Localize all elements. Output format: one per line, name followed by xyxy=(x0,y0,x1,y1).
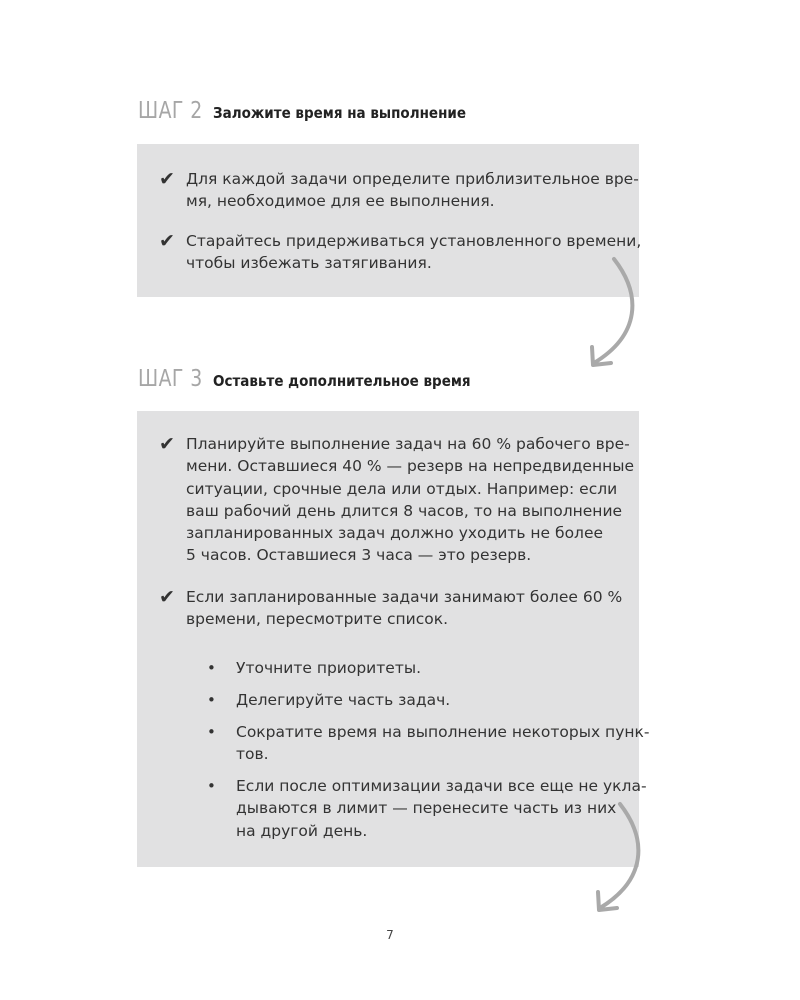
bullet-list-item: • Если после оптимизации задачи все еще не укла- дываются в лимит — перенесите часть из них на другой день. xyxy=(207,777,647,840)
bullet-icon: • xyxy=(207,723,216,741)
check-list-item xyxy=(159,433,634,567)
bullet-icon: • xyxy=(207,659,216,677)
curved-arrow-icon xyxy=(580,255,650,375)
step-3-box xyxy=(137,411,650,867)
bullet-list-item: • Делегируйте часть задач. xyxy=(207,691,451,709)
step-2-title: Заложите время на выполнение xyxy=(213,104,467,122)
check-item-text: Старайтесь придерживаться установленного времени, чтобы избежать затягивания. xyxy=(186,232,642,273)
step-2-label: ШАГ 2 xyxy=(138,98,203,124)
check-list-item xyxy=(159,586,623,631)
curved-arrow-icon xyxy=(586,800,656,920)
step-2-box xyxy=(137,144,642,297)
bullet-list-item: • Уточните приоритеты. xyxy=(207,659,422,677)
step-3-heading xyxy=(138,366,499,392)
step-3-label: ШАГ 3 xyxy=(138,366,203,392)
check-item-text: Планируйте выполнение задач на 60 % рабочего вре- мени. Оставшиеся 40 % — резерв на непредвиденные ситуации, срочные дела или отдых. Например: если ваш рабочий день длится 8 часов, то на выполнение запланированных задач должно уходить не более 5 часов. Оставшиеся 3 часа — это резерв. xyxy=(186,435,634,565)
bullet-icon: • xyxy=(207,777,216,795)
check-item-text: Если запланированные задачи занимают более 60 % времени, пересмотрите список. xyxy=(186,588,623,629)
check-item-text: Для каждой задачи определите приблизительное вре- мя, необходимое для ее выполнения. xyxy=(186,170,639,211)
checkmark-icon: ✔ xyxy=(159,586,175,608)
page-number: 7 xyxy=(386,928,394,942)
bullet-list-item: • Сократите время на выполнение некоторых пунк- тов. xyxy=(207,723,650,764)
step-3-title: Оставьте дополнительное время xyxy=(213,372,471,390)
checkmark-icon: ✔ xyxy=(159,168,175,190)
check-list-item xyxy=(159,168,639,213)
bullet-icon: • xyxy=(207,691,216,709)
step-2-heading xyxy=(138,98,494,124)
checkmark-icon: ✔ xyxy=(159,433,175,455)
check-list-item xyxy=(159,230,642,275)
checkmark-icon: ✔ xyxy=(159,230,175,252)
